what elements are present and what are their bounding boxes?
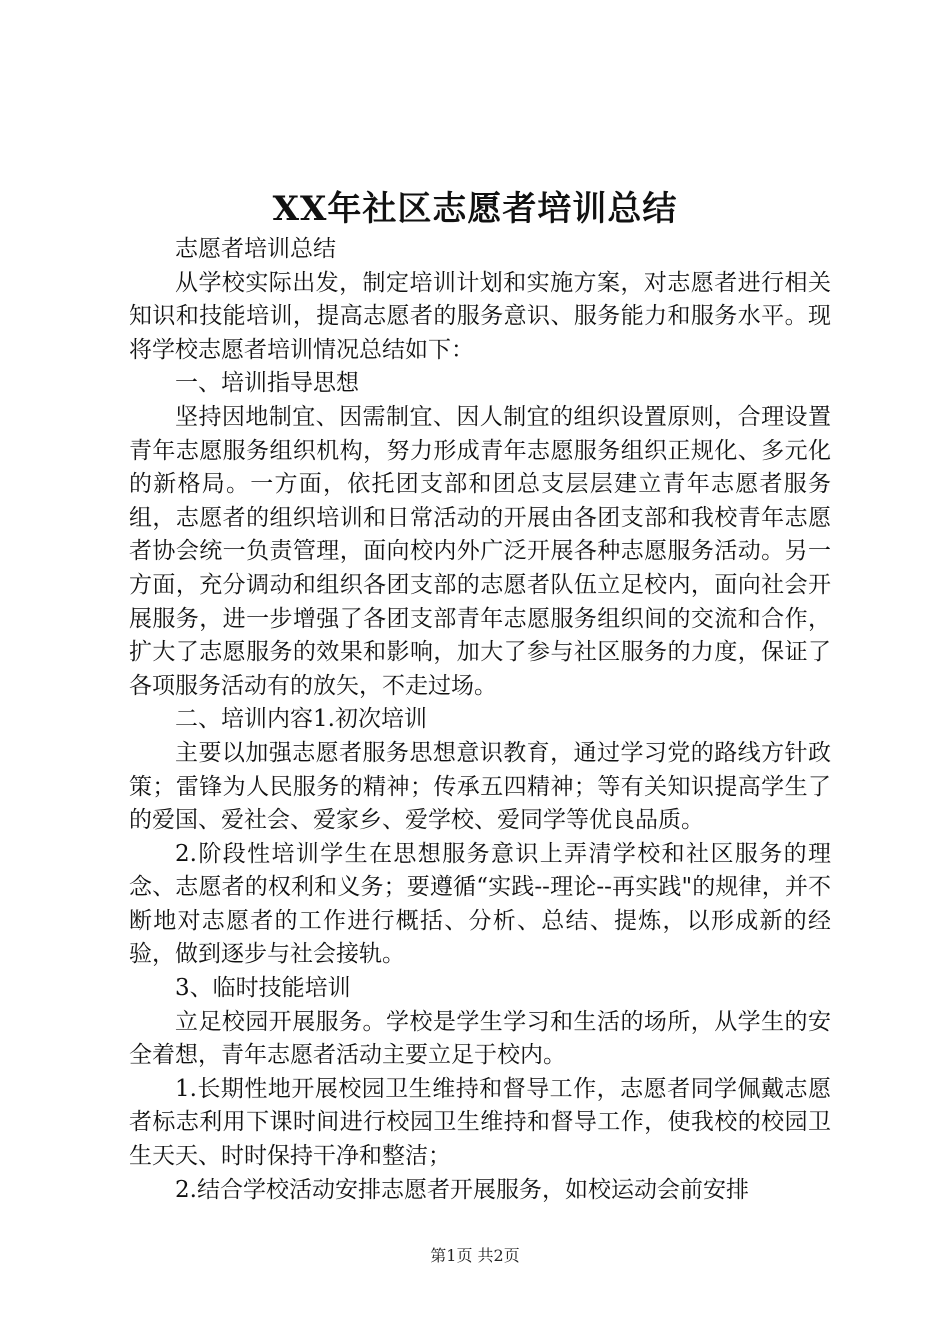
document-title: XX年社区志愿者培训总结 — [272, 189, 678, 229]
section-heading-temporary-training: 3、临时技能培训 — [175, 975, 351, 1002]
paragraph-initial-training: 主要以加强志愿者服务思想意识教育，通过学习党的路线方针政策；雷锋为人民服务的精神；传承五四精神；等有关知识提高学生了的爱国、爱社会、爱家乡、爱学校、爱同学等优良品质。 — [129, 739, 831, 834]
paragraph-item-1: 1.长期性地开展校园卫生维持和督导工作，志愿者同学佩戴志愿者标志利用下课时间进行校园卫生维持和督导工作，使我校的校园卫生天天、时时保持干净和整洁； — [129, 1075, 831, 1170]
paragraph-heading-summary: 志愿者培训总结 — [175, 236, 336, 262]
paragraph-campus-service: 立足校园开展服务。学校是学生学习和生活的场所，从学生的安全着想，青年志愿者活动主要立足于校内。 — [129, 1008, 831, 1069]
document-body — [129, 233, 831, 1207]
section-heading-guiding-idea: 一、培训指导思想 — [175, 370, 359, 397]
paragraph-item-2: 2.结合学校活动安排志愿者开展服务，如校运动会前安排 — [175, 1176, 749, 1203]
paragraph-guiding-idea: 坚持因地制宜、因需制宜、因人制宜的组织设置原则，合理设置青年志愿服务组织机构，努力形成青年志愿服务组织正规化、多元化的新格局。一方面，依托团支部和团总支层层建立青年志愿者服务组，志愿者的组织培训和日常活动的开展由各团支部和我校青年志愿者协会统一负责管理，面向校内外广泛开展各种志愿服务活动。另一方面，充分调动和组织各团支部的志愿者队伍立足校内，面向社会开展服务，进一步增强了各团支部青年志愿服务组织间的交流和合作，扩大了志愿服务的效果和影响，加大了参与社区服务的力度，保证了各项服务活动有的放矢，不走过场。 — [129, 403, 831, 699]
paragraph-phased-training: 2.阶段性培训学生在思想服务意识上弄清学校和社区服务的理念、志愿者的权利和义务；要遵循“实践--理论--再实践"的规律，并不断地对志愿者的工作进行概括、分析、总结、提炼，以形成新的经验，做到逐步与社会接轨。 — [129, 840, 831, 968]
paragraph-intro: 从学校实际出发，制定培训计划和实施方案，对志愿者进行相关知识和技能培训，提高志愿者的服务意识、服务能力和服务水平。现将学校志愿者培训情况总结如下： — [129, 269, 831, 363]
section-heading-training-content: 二、培训内容1.初次培训 — [175, 706, 427, 733]
page-number-footer: 第1页 共2页 — [430, 1246, 520, 1265]
